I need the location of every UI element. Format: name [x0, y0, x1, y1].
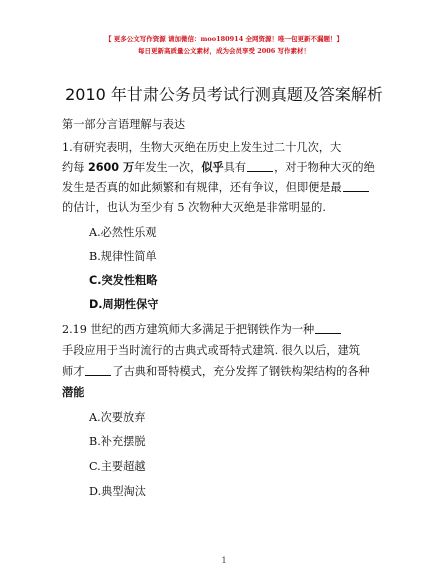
q2-line-3 — [62, 365, 384, 379]
q1-option-b: B.规律性简单 — [89, 250, 157, 263]
q1-text-bold: 似乎 — [201, 161, 224, 174]
section-heading: 第一部分言语理解与表达 — [62, 118, 186, 131]
q2-line-4: 潜能 — [62, 386, 85, 399]
q1-text: 发生是否真的如此频繁和有规律，还有争议，但即便是最 — [62, 181, 342, 194]
q2-option-d: D.典型淘汰 — [89, 485, 146, 498]
q2-option-b: B.补充摆脱 — [89, 435, 146, 448]
q1-text: 约每 — [62, 161, 88, 174]
document-title: 2010 年甘肃公务员考试行测真题及答案解析 — [65, 85, 383, 104]
promo-banner-line-1: 【 更多公文写作资源 请加微信：moo180914 全网资源！唯一包更新不漏题！】 — [105, 35, 343, 43]
answer-blank — [247, 161, 273, 172]
q1-line-1: 1.有研究表明，生物大灭绝在历史上发生过二十几次，大 — [62, 141, 342, 154]
q1-text-bold: 2600 万 — [87, 161, 135, 174]
q2-option-c: C.主要超越 — [89, 460, 146, 473]
q1-option-a: A.必然性乐观 — [89, 226, 157, 239]
answer-blank — [85, 365, 111, 376]
q2-text: 2.19 世纪的西方建筑师大多满足于把钢铁作为一种 — [62, 323, 315, 336]
q1-option-c: C.突发性粗略 — [89, 274, 158, 287]
q2-text: 师才 — [62, 365, 85, 378]
q1-text: ，对于物种大灭的绝 — [274, 161, 375, 174]
q2-line-2: 手段应用于当时流行的古典式或哥特式建筑. 很久以后，建筑 — [62, 344, 360, 357]
answer-blank — [315, 323, 341, 334]
q1-line-4: 的估计，也认为至少有 5 次物种大灭绝是非常明显的. — [62, 201, 326, 214]
q1-line-3 — [62, 181, 384, 195]
answer-blank — [343, 181, 369, 192]
q1-text: 具有 — [223, 161, 247, 174]
q1-text: 年发生一次， — [134, 161, 202, 174]
q2-option-a: A.次要放弃 — [89, 411, 146, 424]
promo-banner-line-2: 每日更新高质量公文素材，成为会员享受 2006 写作素材！ — [137, 47, 311, 55]
q2-line-1 — [62, 323, 384, 337]
page-number: 1 — [221, 556, 227, 565]
q1-option-d: D.周期性保守 — [89, 298, 159, 311]
q1-line-2 — [62, 161, 384, 175]
q2-text: 了古典和哥特模式，充分发挥了钢铁构架结构的各种 — [112, 365, 370, 378]
